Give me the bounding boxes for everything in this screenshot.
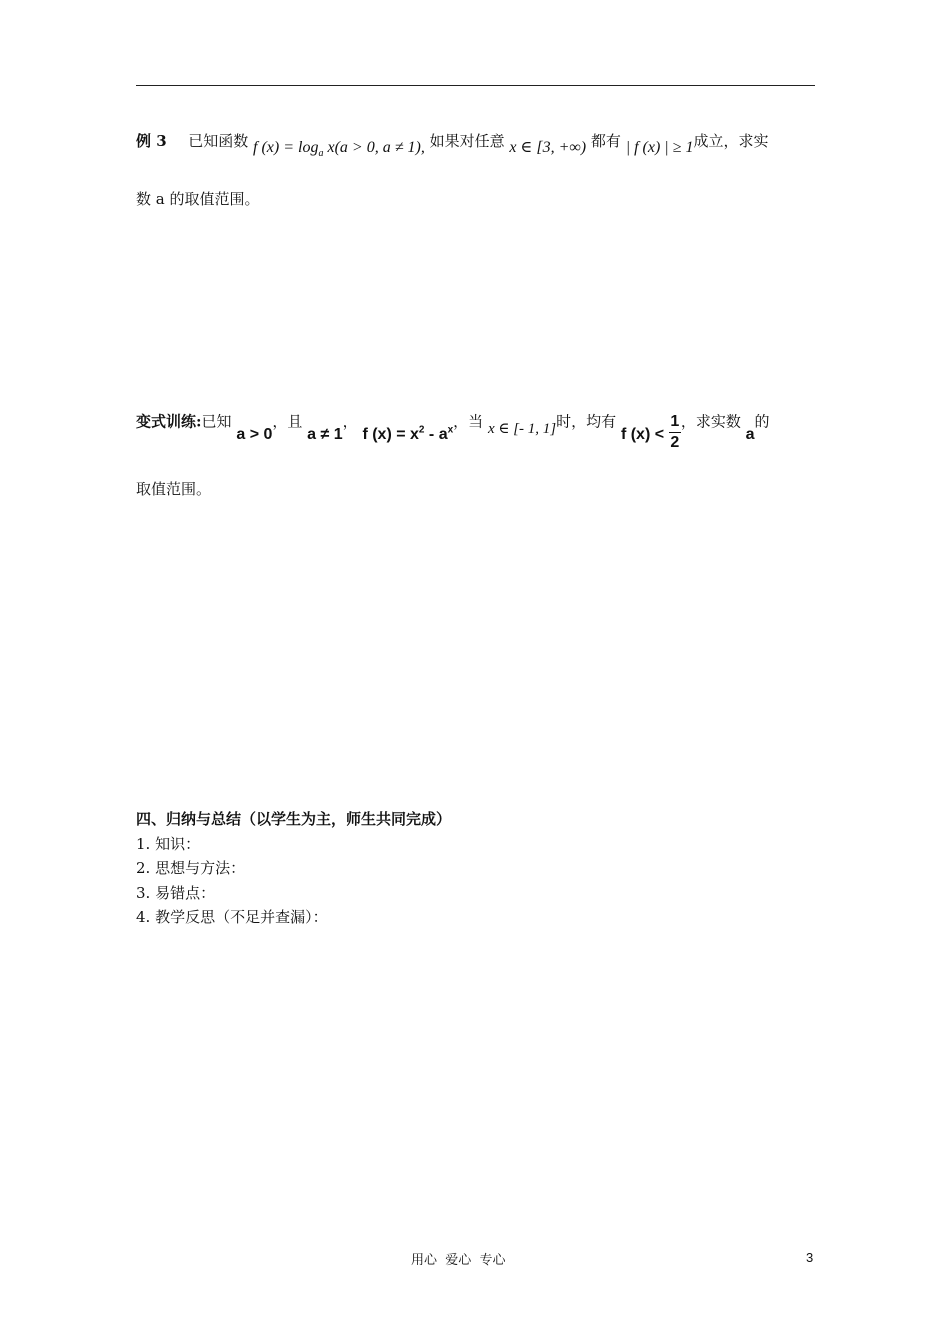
variant-domain: x ∈ [- 1, 1] [487, 420, 557, 437]
example3-domain: x ∈ [3, +∞) [509, 139, 587, 156]
example3-line2: 数 a 的取值范围。 [136, 190, 260, 208]
variant-function: f $(x) = x^2 - a^x$ [362, 424, 454, 443]
example3-function: f $(x) = \log_a x(a > 0$, a ≠ 1), [253, 139, 425, 160]
example3-intro: 已知函数 [188, 132, 249, 150]
variant-find: ，求实数 [680, 412, 741, 431]
variant-known: 已知 [201, 412, 232, 431]
example3-condition: 如果对任意 [429, 132, 505, 150]
variant-when: ，当 [453, 412, 484, 431]
variant-line2: 取值范围。 [136, 480, 212, 498]
variant-ineq-lhs: f (x) < [620, 425, 665, 443]
variant-cond1: a > 0 [236, 425, 273, 443]
variant-label: 变式训练: [136, 412, 202, 431]
example3-line1 [136, 130, 769, 160]
summary-item-knowledge: 1. 知识： [136, 835, 201, 853]
variant-and: ，且 [272, 412, 303, 431]
variant-of: 的 [754, 412, 770, 431]
example3-all-have: 都有 [590, 132, 621, 150]
summary-item-methods: 2. 思想与方法： [136, 859, 246, 877]
variant-cond2: a ≠ 1 [307, 425, 343, 443]
example3-inequality: | f (x) | ≥ 1 [625, 139, 694, 156]
example3-tail: 成立，求实 [693, 132, 769, 150]
summary-item-reflection: 4. 教学反思（不足并查漏）： [136, 908, 328, 926]
summary-heading: 四、归纳与总结（以学生为主，师生共同完成） [136, 810, 452, 828]
page-number: 3 [806, 1250, 814, 1265]
fraction-denominator: 2 [670, 434, 680, 451]
header-rule [136, 85, 815, 86]
variant-comma: ， [342, 412, 358, 431]
example3-label: 例 3 [136, 132, 167, 150]
summary-item-pitfalls: 3. 易错点： [136, 884, 216, 902]
footer-motto: 用心 爱心 专心 [411, 1253, 506, 1268]
fraction-numerator: 1 [670, 413, 680, 430]
variant-fraction [669, 412, 681, 453]
variant-var: a [745, 425, 755, 443]
variant-line1 [136, 402, 770, 451]
variant-always: 时，均有 [556, 412, 617, 431]
